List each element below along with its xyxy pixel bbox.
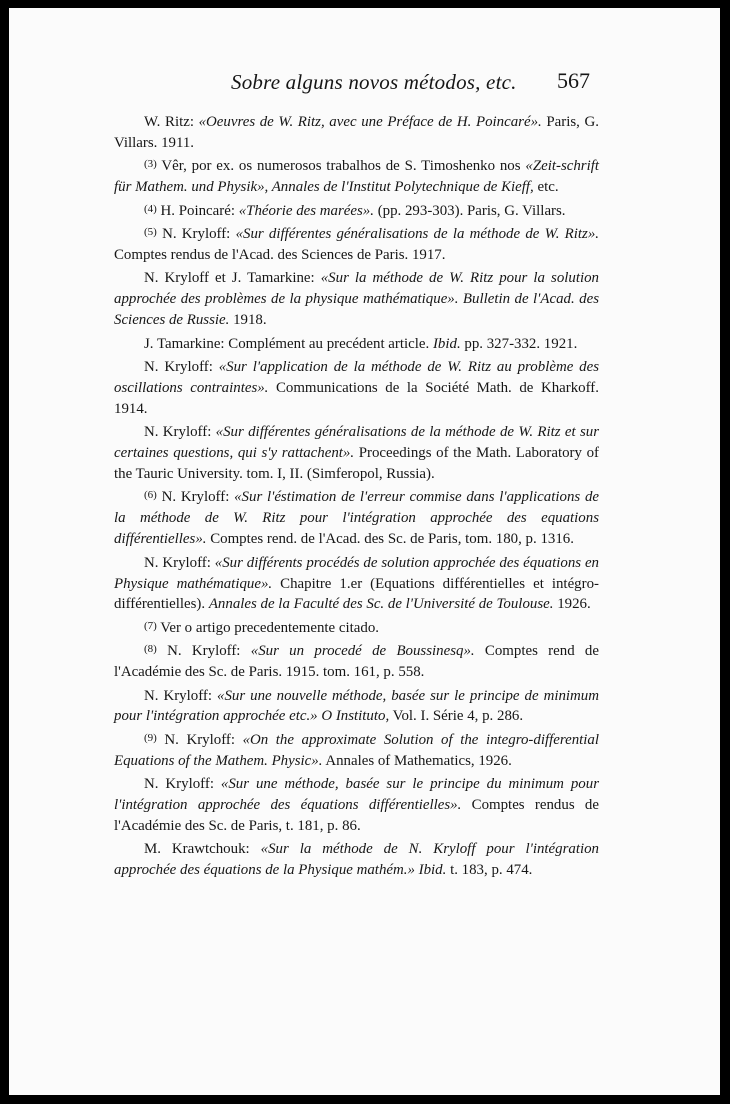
note-ref: (6): [144, 489, 157, 502]
page-number: 567: [557, 68, 590, 93]
note-5: $^{(5)}$ N. Kryloff: «Sur différentes généralisations de la méthode de W. Ritz». Comptes rendus de l'Acad. des Sciences de Paris. 1917.: [114, 226, 599, 263]
note-ref: (8): [144, 643, 157, 656]
note-krawtchouk: M. Krawtchouk: «Sur la méthode de N. Kryloff pour l'intégration approchée des équations de la Physique mathém.» Ibid. t. 183, p. 474.: [114, 841, 600, 879]
note-kryloff-minimum: N. Kryloff: «Sur une méthode, basée sur le principe du minimum pour l'intégration approchée des équations différentielles». Comptes rendus de l'Académie des Sc. de Paris, t. 181, p. 86.: [114, 776, 599, 834]
note-kryloff-nouvelle-methode: N. Kryloff: «Sur une nouvelle méthode, basée sur le principe de minimum pour l'intégration approchée etc.» O Instituto, Vol. I. Série 4, p. 286.: [114, 687, 599, 725]
note-7: $^{(7)}$ Ver o artigo precedentemente citado.: [144, 619, 379, 636]
note-ritz: W. Ritz: «Oeuvres de W. Ritz, avec une Préface de H. Poincaré». Paris, G. Villars. 1911.: [114, 114, 599, 151]
note-4: $^{(4)}$ H. Poincaré: «Théorie des marées». (pp. 293-303). Paris, G. Villars.: [144, 202, 566, 219]
note-kryloff-generalisations: N. Kryloff: «Sur différentes généralisations de la méthode de W. Ritz et sur certaines questions, qui s'y rattachent». Proceedings of the Math. Laboratory of the Tauric University. tom. I, II. (Simferopol, Russia).: [114, 424, 599, 482]
note-ref: (5): [144, 226, 157, 239]
note-ref: (3): [144, 158, 157, 171]
note-kryloff-procedes: N. Kryloff: «Sur différents procédés de solution approchée des équations en Physique mathématique». Chapitre 1.er (Equations différentielles et intégro-différentielles). Annales de la Faculté des Sc. de l'Université de Toulouse. 1926.: [114, 554, 599, 613]
note-6: $^{(6)}$ N. Kryloff: «Sur l'éstimation de l'erreur commise dans l'applications de la méthode de W. Ritz pour l'intégration approchée des equations différentielles». Comptes rend. de l'Acad. des Sc. de Paris, tom. 180, p. 1316.: [114, 489, 599, 548]
document-page: [9, 8, 720, 1095]
note-9: $^{(9)}$ N. Kryloff: «On the approximate Solution of the integro-differential Equations of the Mathem. Physic». Annales of Mathematics, 1926.: [114, 731, 600, 769]
note-ref: (9): [144, 731, 157, 744]
note-3: $^{(3)}$ Vêr, por ex. os numerosos trabalhos de S. Timoshenko nos «Zeit-schrift für Mathem. und Physik», Annales de l'Institut Polytechnique de Kieff, etc.: [114, 158, 599, 196]
footnotes: [114, 110, 599, 882]
note-tamarkine: J. Tamarkine: Complément au precédent article. Ibid. pp. 327-332. 1921.: [144, 335, 578, 352]
page-header: [9, 68, 720, 100]
note-ref: (7): [144, 619, 157, 632]
running-title: Sobre alguns novos métodos, etc.: [231, 70, 517, 94]
note-ref: (4): [144, 202, 157, 215]
note-8: $^{(8)}$ N. Kryloff: «Sur un procedé de Boussinesq». Comptes rend de l'Académie des Sc. de Paris. 1915. tom. 161, p. 558.: [114, 643, 599, 681]
note-kryloff-oscillations: N. Kryloff: «Sur l'application de la méthode de W. Ritz au problème des oscillations contraintes». Communications de la Société Math. de Kharkoff. 1914.: [114, 358, 600, 417]
note-kryloff-tamarkine: N. Kryloff et J. Tamarkine: «Sur la méthode de W. Ritz pour la solution approchée des problèmes de la physique mathématique». Bulletin de l'Acad. des Sciences de Russie. 1918.: [114, 270, 600, 329]
